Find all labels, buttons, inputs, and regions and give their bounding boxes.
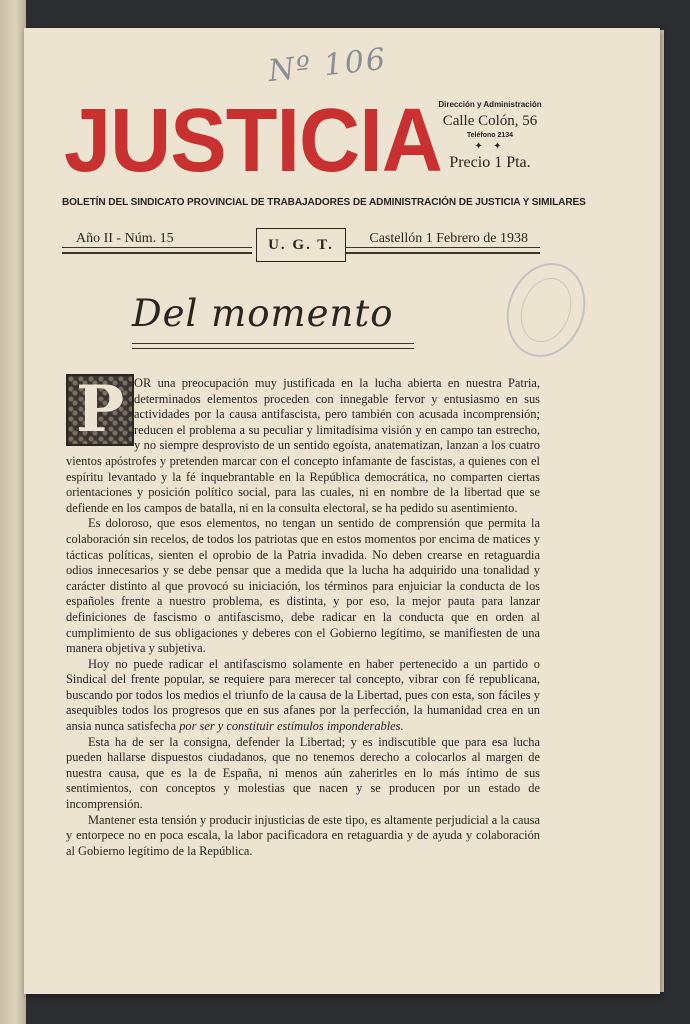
masthead-info-block — [420, 100, 560, 172]
phone: Teléfono 2134 — [466, 132, 514, 139]
drop-cap-ornament — [66, 374, 134, 446]
drop-cap-letter: P — [75, 372, 125, 447]
issue-bar — [62, 228, 540, 264]
masthead-title: JUSTICIA — [64, 91, 442, 191]
paragraph-4: Esta ha de ser la consigna, defender la Libertad; y es indiscutible que para esa lucha pueden hallarse dispuestos ciudadanos, que no tenemos derecho a colocarlos al margen de nuestra causa, que es la de España, ni menos aún zaherirles en lo más íntimo de sus sentimientos, con conceptos y molestias que nacen y se producen por un estado de incomprensión. — [66, 734, 540, 812]
masthead-subtitle: BOLETÍN DEL SINDICATO PROVINCIAL DE TRABAJADORES DE ADMINISTRACIÓN DE JUSTICIA Y SIMILARES — [62, 196, 586, 208]
article-body — [66, 372, 540, 859]
paragraph-3-italic: por ser y constituir estímulos imponderables. — [179, 719, 404, 734]
paragraph-5: Mantener esta tensión y producir injusticias de este tipo, es altamente perjudicial a la causa y entorpece no en poca escala, la labor pacificadora en retaguardia y de ayuda y colaboración al Gobierno legítimo de la República. — [66, 812, 540, 858]
paragraph-3-text: Hoy no puede radicar el antifascismo solamente en haber pertenecido a un partido o Sindical del frente popular, se requiere para merecer tal concepto, vibrar con fé republicana, buscando por todos los medios el triunfo de la causa de la Libertad, pues con esta, son fáciles y asequibles todos los progresos que en sus afanes por la perfección, la humanidad crea en un ansia nunca satisfecha — [66, 656, 540, 734]
rule-left — [62, 247, 252, 254]
article-title: Del momento — [132, 292, 394, 335]
issue-date: Castellón 1 Febrero de 1938 — [365, 231, 528, 247]
paragraph-2: Es doloroso, que esos elementos, no tengan un sentido de comprensión que permita la colaboración sin recelos, de todos los patriotas que en estos momentos por encima de matices y tácticas políticas, sienten el oprobio de la Patria invadida. No deben crearse en retaguardia odios innecesarios y se debe pensar que a medida que la lucha ha adquirido una tonalidad y carácter distinto al que provocó su iniciación, los términos para enjuiciar la conducta de los españoles frente a nuestro problema, es distinta, y por eso, la mejor pauta para lanzar definiciones de fascismo o antifascismo, debe radicar en la conducta que en orden al cumplimiento de sus obligaciones y deberes con el Gobierno legítimo, se manifiesten de una manera objetiva y subjetiva. — [66, 516, 540, 656]
union-box: U. G. T. — [256, 228, 346, 262]
paragraph-3 — [66, 657, 540, 735]
stamp-inner-ring — [512, 271, 580, 349]
address: Calle Colón, 56 — [442, 113, 538, 129]
rule-right — [344, 247, 540, 254]
ornament-icon: ✦ ✦ — [474, 141, 506, 152]
title-rule — [132, 343, 414, 349]
price: Precio 1 Pta. — [449, 154, 531, 171]
book-spine — [0, 0, 26, 1024]
direction-label: Dirección y Administración — [438, 100, 542, 109]
paragraph-1: OR una preocupación muy justificada en la lucha abierta en nuestra Patria, determinados elementos proceden con innegable fervor y entusiasmo en sus actividades por la causa antifascista, pero también con acusada incomprensión; reducen el problema a su peculiar y limitadísima visión y en campo tan estrecho, y no siempre desprovisto de un sentido egoísta, anatematizan, lanzan a los cuatro vientos apóstrofes y pretenden marcar con el concepto infamante de fascistas, a quienes con el espíritu levantado y la fé inquebrantable en la República democrática, no comparten ciertas orientaciones y posición político social, para las cuales, ni en nombre de la libertad que se defiende en los campos de batalla, ni en la consulta electoral, se ha pedido su asentimiento. — [66, 376, 540, 515]
handwritten-catalog-number: Nº 106 — [266, 41, 389, 90]
issue-number: Año II - Núm. 15 — [76, 231, 178, 247]
